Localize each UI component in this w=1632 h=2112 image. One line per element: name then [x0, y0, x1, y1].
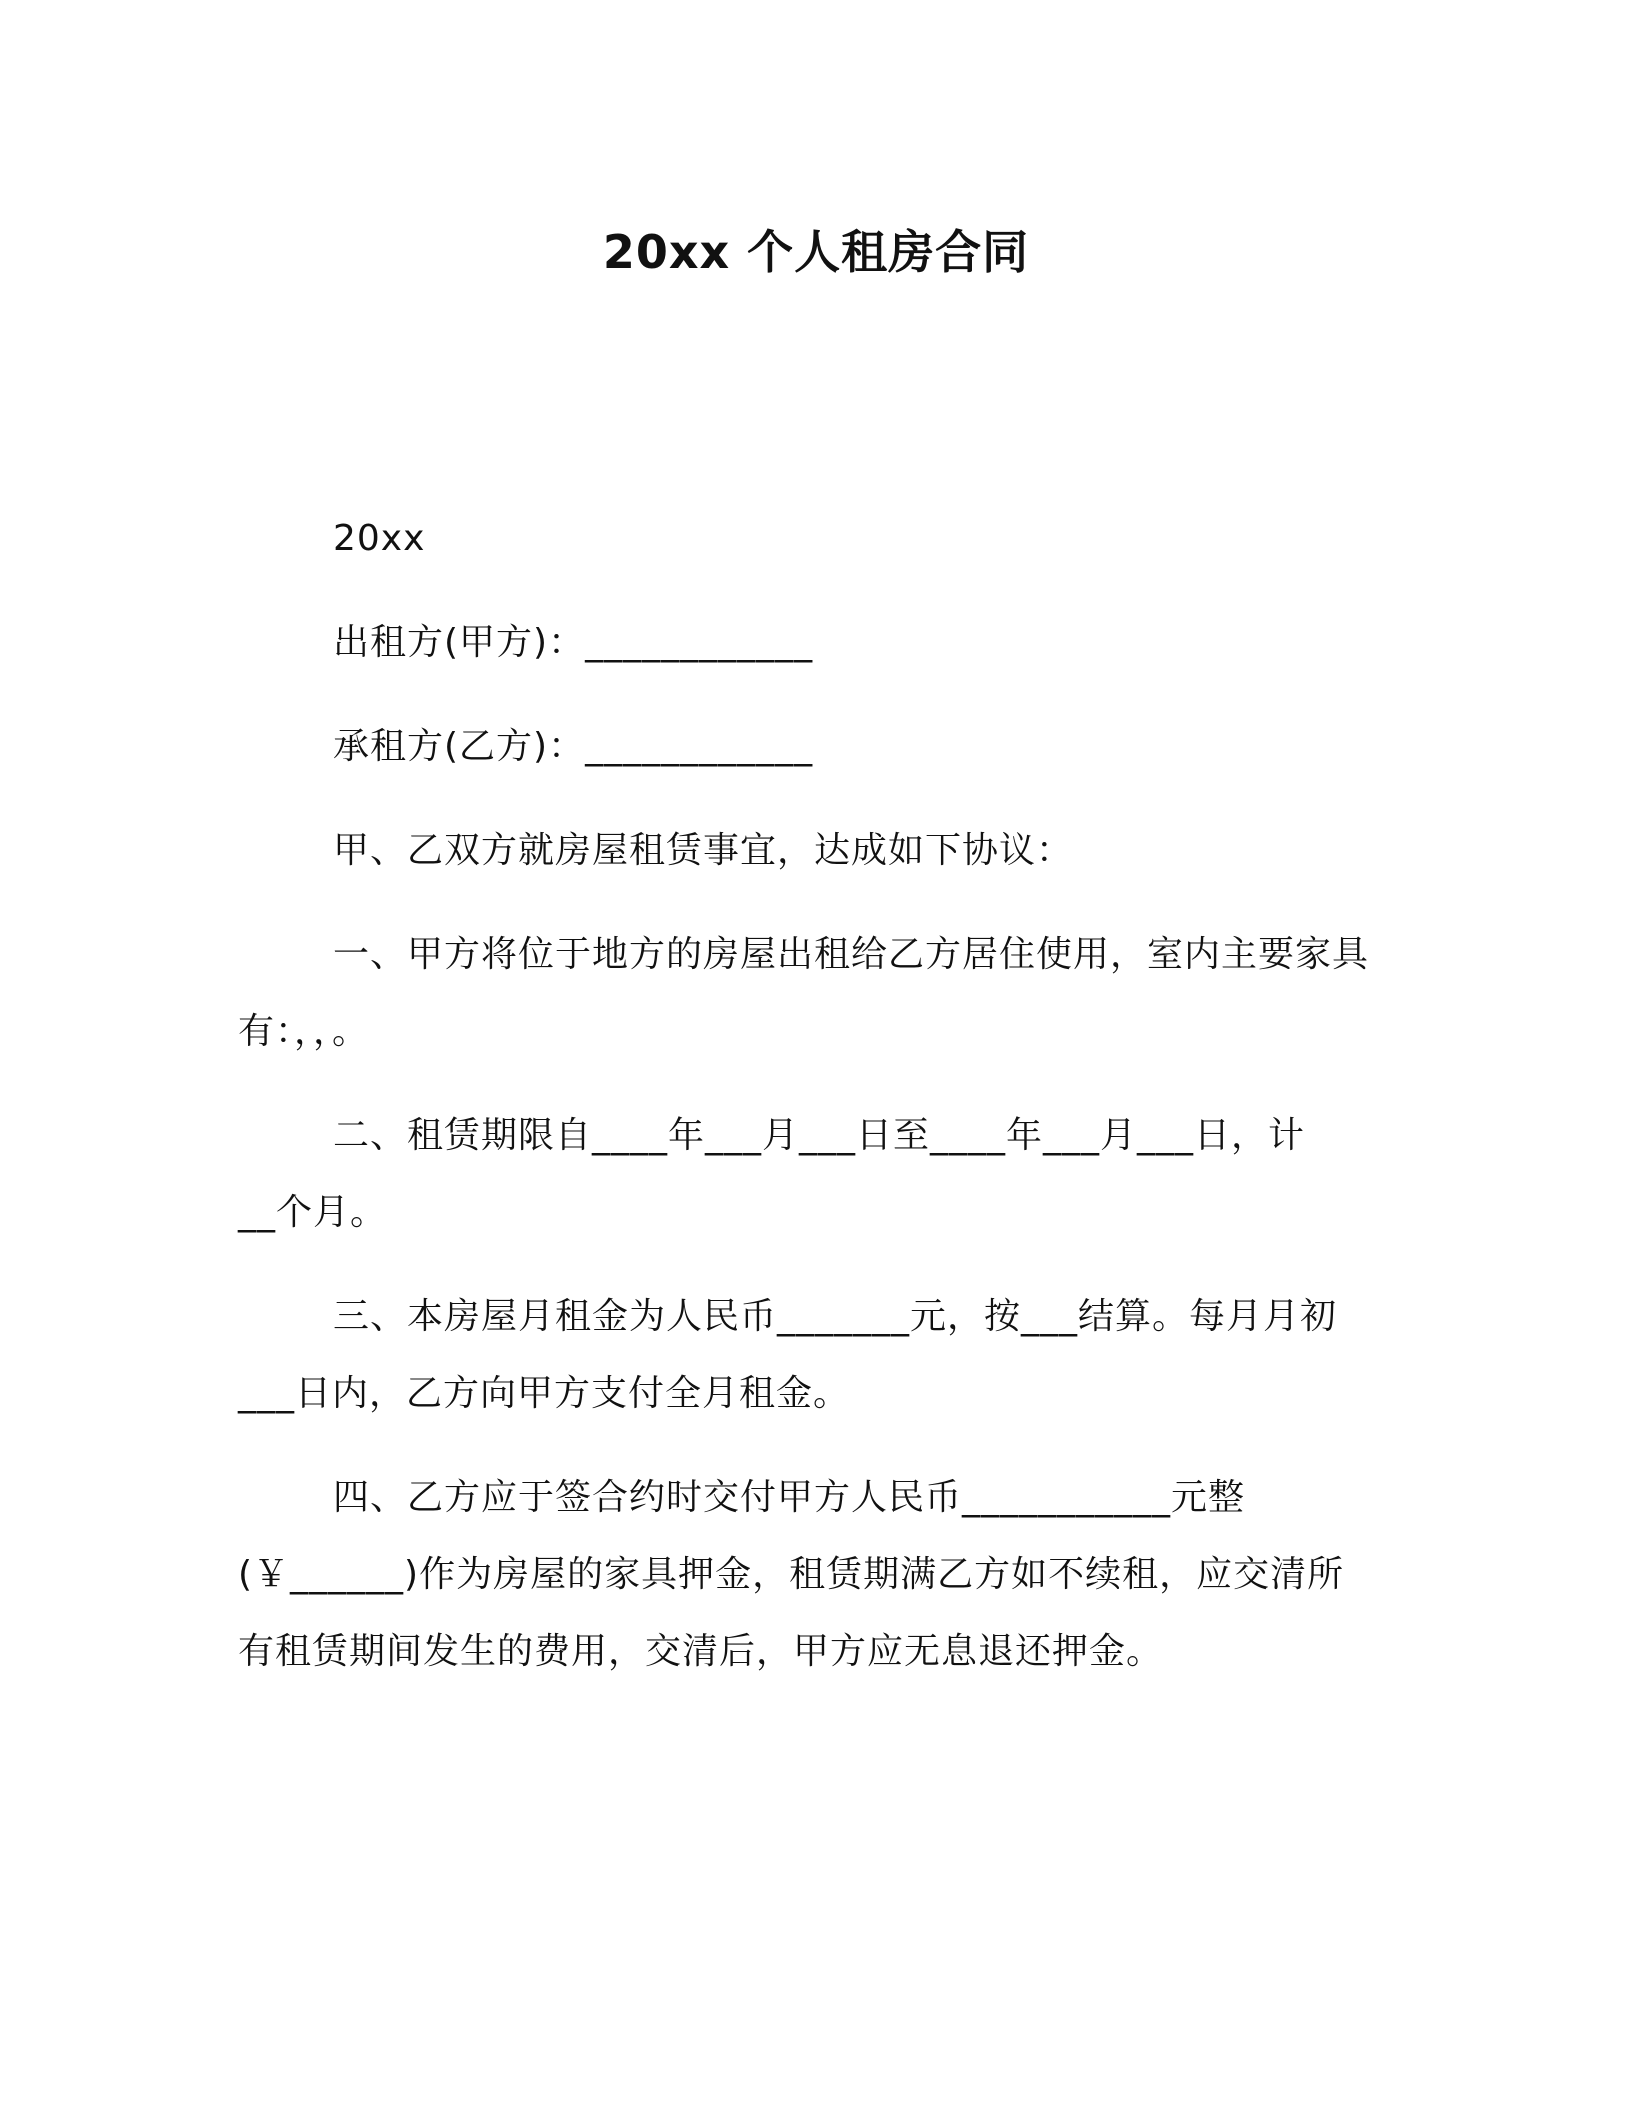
clause-3-line-2: ___日内，乙方向甲方支付全月租金。 [238, 1373, 851, 1414]
lessee-line: 承租方(乙方)：____________ [333, 726, 814, 767]
clause-3-paragraph [238, 1278, 1398, 1432]
clause-2-line-2: __个月。 [238, 1192, 388, 1233]
clause-4-line-2: (￥______)作为房屋的家具押金，租赁期满乙方如不续租，应交清所 [238, 1554, 1345, 1595]
clause-2-line-1: 二、租赁期限自____年___月___日至____年___月___日，计 [333, 1115, 1306, 1156]
preamble-paragraph: 甲、乙双方就房屋租赁事宜，达成如下协议： [333, 830, 1074, 871]
lessor-line: 出租方(甲方)：____________ [333, 622, 814, 663]
clause-1-line-1: 一、甲方将位于地方的房屋出租给乙方居住使用，室内主要家具 [333, 934, 1370, 975]
clause-1-paragraph [238, 916, 1398, 1070]
clause-3-line-1: 三、本房屋月租金为人民币_______元，按___结算。每月月初 [333, 1296, 1338, 1337]
clause-2-paragraph [238, 1097, 1398, 1251]
year-line: 20xx [333, 518, 426, 559]
clause-4-line-1: 四、乙方应于签合约时交付甲方人民币___________元整 [333, 1477, 1246, 1518]
document-body [238, 500, 1398, 1717]
document-title: 20xx 个人租房合同 [602, 225, 1030, 279]
clause-4-line-3: 有租赁期间发生的费用，交清后，甲方应无息退还押金。 [238, 1631, 1164, 1672]
clause-4-paragraph [238, 1459, 1398, 1690]
clause-1-line-2: 有：，，。 [238, 1011, 370, 1052]
